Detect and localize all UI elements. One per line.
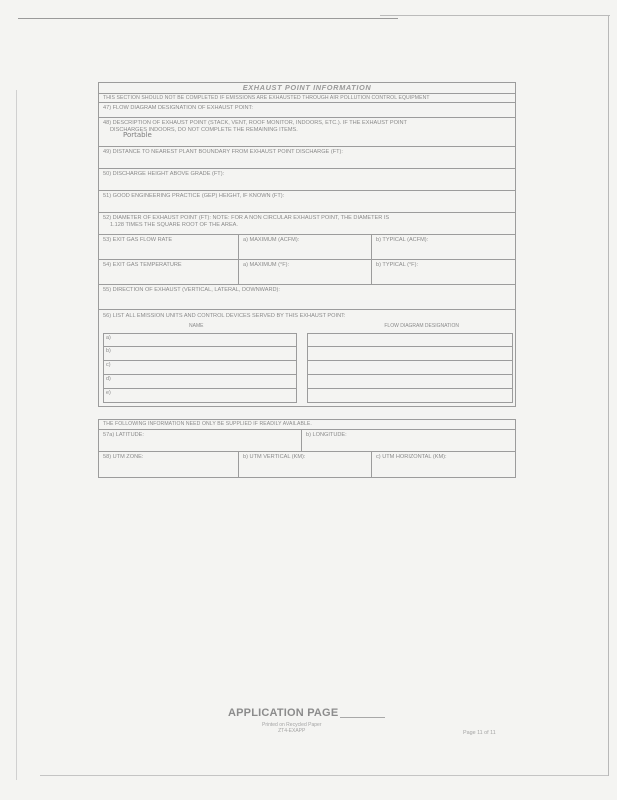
field-58c-utm-horizontal[interactable]: c) UTM HORIZONTAL (KM): bbox=[376, 453, 447, 460]
section-note: THIS SECTION SHOULD NOT BE COMPLETED IF EMISSIONS ARE EXHAUSTED THROUGH AIR POLLUTION CONTROL EQUIPMENT bbox=[99, 94, 515, 104]
field-54b-typical-temp[interactable]: b) TYPICAL (°F): bbox=[376, 262, 419, 269]
field-57b-longitude[interactable]: b) LONGITUDE: bbox=[306, 431, 347, 438]
unit-flow-row-c[interactable] bbox=[307, 361, 513, 375]
field-56-label: 56) LIST ALL EMISSION UNITS AND CONTROL DEVICES SERVED BY THIS EXHAUST POINT: bbox=[103, 313, 346, 320]
unit-name-row-a[interactable]: a) bbox=[103, 333, 297, 347]
scan-edge-top-right bbox=[380, 15, 610, 16]
form-location-box bbox=[98, 420, 516, 478]
units-name-column bbox=[103, 333, 297, 403]
units-flow-column bbox=[307, 333, 513, 403]
field-47-label: 47) FLOW DIAGRAM DESIGNATION OF EXHAUST POINT: bbox=[103, 105, 253, 112]
footer-recycled-note: Printed on Recycled Paper bbox=[262, 722, 322, 728]
unit-name-row-e[interactable]: e) bbox=[103, 389, 297, 403]
col-name-header: NAME bbox=[189, 322, 204, 329]
field-57a-latitude[interactable]: 57a) LATITUDE: bbox=[99, 430, 302, 451]
unit-flow-row-a[interactable] bbox=[307, 333, 513, 347]
field-48-exhaust-description[interactable] bbox=[99, 118, 515, 147]
unit-name-row-b[interactable]: b) bbox=[103, 347, 297, 361]
field-54-temperature-row bbox=[99, 260, 515, 285]
field-49-boundary-distance[interactable] bbox=[99, 147, 515, 169]
field-54-label: 54) EXIT GAS TEMPERATURE bbox=[99, 260, 239, 284]
field-50-discharge-height[interactable] bbox=[99, 169, 515, 191]
footer-page-number: Page 11 of 11 bbox=[463, 730, 496, 736]
field-47-flow-designation[interactable] bbox=[99, 103, 515, 118]
field-53-label: 53) EXIT GAS FLOW RATE bbox=[99, 235, 239, 259]
field-56-units-list bbox=[99, 310, 515, 406]
section-gap bbox=[98, 407, 516, 419]
field-51-label: 51) GOOD ENGINEERING PRACTICE (GEP) HEIGHT, IF KNOWN (FT): bbox=[103, 193, 285, 200]
form-main-box bbox=[98, 83, 516, 407]
field-54a-max-temp[interactable]: a) MAXIMUM (°F): bbox=[239, 260, 372, 284]
unit-name-row-c[interactable]: c) bbox=[103, 361, 297, 375]
field-58-utm-row bbox=[99, 452, 515, 477]
unit-flow-row-d[interactable] bbox=[307, 375, 513, 389]
scan-edge-bottom bbox=[40, 775, 608, 776]
footer-title: APPLICATION PAGE bbox=[228, 707, 339, 719]
field-48-label-line2: DISCHARGES INDOORS, DO NOT COMPLETE THE REMAINING ITEMS. bbox=[110, 126, 298, 133]
field-55-label: 55) DIRECTION OF EXHAUST (VERTICAL, LATERAL, DOWNWARD): bbox=[103, 287, 280, 294]
form-title: EXHAUST POINT INFORMATION bbox=[99, 83, 515, 94]
unit-flow-row-b[interactable] bbox=[307, 347, 513, 361]
field-48-label-line1: 48) DESCRIPTION OF EXHAUST POINT (STACK, VENT, ROOF MONITOR, INDOORS, ETC.). IF THE EXHAUST POINT bbox=[103, 120, 407, 127]
footer-form-code: ZT4-EXAPP bbox=[278, 728, 306, 734]
field-48-handwritten-answer: Portable bbox=[123, 131, 152, 140]
field-52-label-line2: 1.128 TIMES THE SQUARE ROOT OF THE AREA. bbox=[110, 221, 238, 228]
unit-flow-row-e[interactable] bbox=[307, 389, 513, 403]
field-51-gep-height[interactable] bbox=[99, 191, 515, 213]
field-53b-typical-acfm[interactable]: b) TYPICAL (ACFM): bbox=[376, 237, 429, 244]
field-53a-max-acfm[interactable]: a) MAXIMUM (ACFM): bbox=[239, 235, 372, 259]
field-50-label: 50) DISCHARGE HEIGHT ABOVE GRADE (FT): bbox=[103, 171, 225, 178]
optional-info-note: THE FOLLOWING INFORMATION NEED ONLY BE SUPPLIED IF READILY AVAILABLE. bbox=[103, 421, 312, 428]
exhaust-point-form bbox=[98, 82, 516, 478]
field-57-coordinates-row bbox=[99, 429, 515, 452]
field-58-utm-zone[interactable]: 58) UTM ZONE: bbox=[99, 452, 239, 477]
units-table bbox=[99, 333, 515, 406]
unit-name-row-d[interactable]: d) bbox=[103, 375, 297, 389]
field-52-exhaust-diameter[interactable] bbox=[99, 213, 515, 235]
scan-edge-left bbox=[16, 90, 17, 780]
footer-subtitle bbox=[262, 722, 321, 734]
field-55-exhaust-direction[interactable] bbox=[99, 285, 515, 310]
units-table-header bbox=[99, 323, 515, 330]
col-flow-header: FLOW DIAGRAM DESIGNATION bbox=[384, 322, 459, 329]
field-53-flow-rate-row bbox=[99, 235, 515, 260]
scan-edge-top bbox=[18, 18, 398, 19]
scan-edge-right bbox=[608, 16, 609, 776]
field-58b-utm-vertical[interactable]: b) UTM VERTICAL (KM): bbox=[239, 452, 372, 477]
field-52-label-line1: 52) DIAMETER OF EXHAUST POINT (FT): NOTE: FOR A NON CIRCULAR EXHAUST POINT, THE DIAMETER IS bbox=[103, 215, 390, 222]
field-49-label: 49) DISTANCE TO NEAREST PLANT BOUNDARY FROM EXHAUST POINT DISCHARGE (FT): bbox=[103, 149, 343, 156]
form-location-section bbox=[98, 419, 516, 478]
form-main-section bbox=[98, 82, 516, 407]
